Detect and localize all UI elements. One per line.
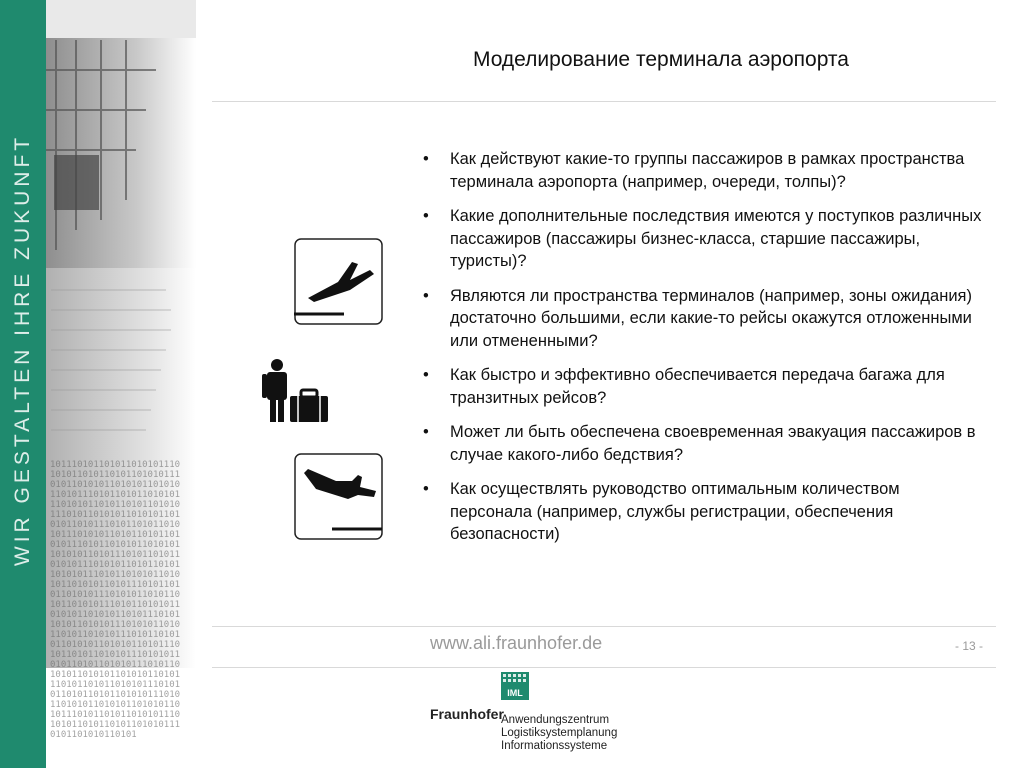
bullet-text: Как действуют какие-то группы пассажиров в рамках пространства терминала аэропорта (например, очереди, толпы)? xyxy=(450,150,965,191)
bullet-marker: • xyxy=(423,366,429,384)
arrivals-plane-icon xyxy=(294,238,384,326)
title-divider xyxy=(212,101,996,102)
bullet-marker: • xyxy=(423,480,429,498)
iml-label: IML xyxy=(507,688,523,698)
vertical-slogan: WIR GESTALTEN IHRE ZUKUNFT xyxy=(11,133,34,567)
bullet-text: Как быстро и эффективно обеспечивается передача багажа для транзитных рейсов? xyxy=(450,366,945,407)
list-item xyxy=(423,285,983,353)
bullet-marker: • xyxy=(423,423,429,441)
list-item xyxy=(423,364,983,409)
logo-line-1: Anwendungszentrum xyxy=(501,714,610,726)
green-sidebar xyxy=(0,0,46,768)
fraunhofer-logo xyxy=(430,672,690,762)
list-item xyxy=(423,148,983,193)
footer-divider-top xyxy=(212,626,996,627)
grid-icon xyxy=(501,673,529,687)
list-item xyxy=(423,478,983,546)
departures-plane-icon xyxy=(294,453,384,541)
logo-line-3: Informationssysteme xyxy=(501,740,608,752)
passenger-luggage-icon xyxy=(262,358,330,424)
footer-divider-bottom xyxy=(212,667,996,668)
list-item xyxy=(423,205,983,273)
footer-url[interactable]: www.ali.fraunhofer.de xyxy=(430,633,603,653)
bullet-marker: • xyxy=(423,286,429,305)
page-number: - 13 - xyxy=(955,639,984,653)
bullet-text: Какие дополнительные последствия имеются у поступков различных пассажиров (пассажиры бизнес-класса, старшие пассажиры, туристы)? xyxy=(450,207,982,270)
slide-title: Моделирование терминала аэропорта xyxy=(472,48,849,71)
fraunhofer-name: Fraunhofer xyxy=(430,706,504,722)
bullet-marker: • xyxy=(423,207,429,225)
bullet-marker: • xyxy=(423,150,429,168)
bullet-text: Как осуществлять руководство оптимальным количеством персонала (например, службы регистрации, обеспечения безопасности) xyxy=(450,480,900,543)
question-list xyxy=(423,148,983,558)
bullet-text: Являются ли пространства терминалов (например, зоны ожидания) достаточно большими, если какие-то рейсы окажутся отложенными или отмененными? xyxy=(450,286,972,350)
logo-line-2: Logistiksystemplanung xyxy=(501,727,618,739)
list-item xyxy=(423,421,983,466)
bullet-text: Может ли быть обеспечена своевременная эвакуация пассажиров в случае какого-либо бедствия? xyxy=(450,423,976,464)
binary-pattern: 1011101011010110101011101010110101101011010101110101101010110101011010101101011101011010110101011101010110101101011010101110101101010110101011010101101011101011010110101011101010110101101011010101110101101010110101011010101101011101011010110101011101010110101101011010101110101101010110101011010101101011101011010110101011101010110101101011010101110101101010110101011010101101011101011010110101011101010110101101011010101110101101010110101011010101101011101011010110101011101010110101101011010101110101101010110101011010101101011101011010110101011101010110101101011010101110101101010110101011010101101011101011010110101011101010110101101011010101110101101010110101 xyxy=(50,460,181,740)
